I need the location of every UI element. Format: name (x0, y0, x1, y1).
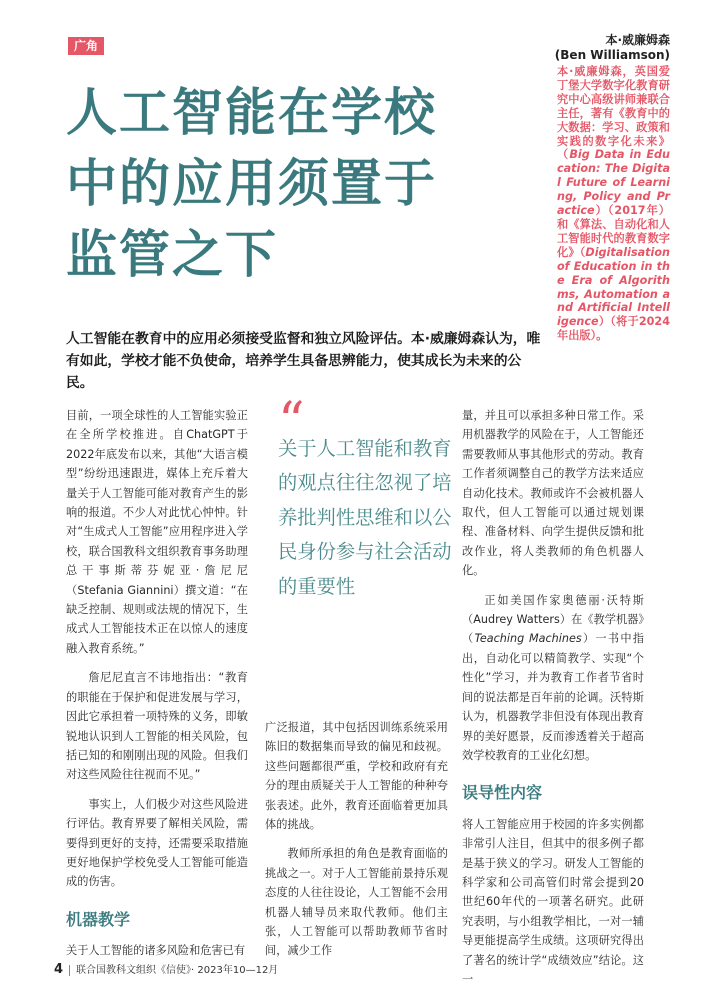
bio-text-3: ）（将于2024年出版）。 (557, 315, 670, 343)
section-heading-machine-teaching: 机器教学 (66, 909, 131, 929)
col2-paragraph-1: 广泛报道，其中包括因训练系统采用陈旧的数据集而导致的偏见和歧视。这些问题都很严重，学校和政府有充分的理由质疑关于人工智能的种种夸张表述。此外，教育还面临着更加具体的挑战。 (265, 721, 448, 832)
col1-paragraph-2: 詹尼尼直言不讳地指出：“教育的职能在于保护和促进发展与学习，因此它承担着一项特殊的义务，即敏锐地认识到人工智能的相关风险，包括已知的和刚刚出现的风险。但我们对这些风险往往视而不见。” (66, 671, 248, 782)
article-title (66, 78, 536, 291)
column-3 (462, 406, 644, 999)
lead-paragraph: 人工智能在教育中的应用必须接受监督和独立风险评估。本·威廉姆森认为，唯有如此，学校才能不负使命，培养学生具备思辨能力，使其成长为未来的公民。 (66, 331, 541, 391)
section-tag: 广角 (68, 37, 104, 55)
col3-p2-text-c: ）一书中指出，自动化可以精简教学、实现“个性化”学习，并为教育工作者节省时间的说法都是百年前的论调。沃特斯认为，机器教学非但没有体现出教育界的美好愿景，反而渗透着关于超高效学校教育的工业化幻想。 (462, 632, 644, 762)
bio-book-title-1: Big Data in Education: The Digital Future of Learning, Policy and Practice (557, 148, 670, 218)
col3-p2-text-a: 正如美国作家奥德丽·沃特斯（Audrey Watters）在《教学机器》（ (462, 593, 644, 646)
col3-book-title: Teaching Machines (474, 632, 582, 646)
page-footer (54, 961, 278, 977)
title-line-1: 人工智能在学校 (66, 84, 438, 143)
col2-paragraph-2: 教师所承担的角色是教育面临的挑战之一。对于人工智能前景持乐观态度的人往往设论，人工智能不会用机器人辅导员来取代教师。他们主张，人工智能可以帮助教师节省时间，减少工作 (265, 847, 448, 958)
footer-text: 联合国教科文组织《信使》· 2023年10—12月 (76, 965, 279, 976)
quote-mark-icon: “ (278, 392, 305, 452)
col1-paragraph-3: 事实上，人们极少对这些风险进行评估。教育界要了解相关风险，需要得到更好的支持，还需要采取措施更好地保护学校免受人工智能可能造成的伤害。 (66, 797, 248, 889)
footer-divider (69, 965, 70, 976)
title-line-3: 监管之下 (66, 226, 279, 285)
col1-paragraph-1: 目前，一项全球性的人工智能实验正在全所学校推进。自ChatGPT于2022年底发布以来，其他“大语言模型”纷纷迅速跟进，媒体上充斥着大量关于人工智能可能对教育产生的影响的报道。不少人对此忧心忡忡。针对“生成式人工智能”应用程序进入学校，联合国教科文组织教育事务助理总干事斯蒂芬妮亚·詹尼尼（Stefania Giannini）撰文道：“在缺乏控制、规则或法规的情况下，生成式人工智能技术正在以惊人的速度融入教育系统。” (66, 409, 248, 655)
col3-paragraph-1: 量，并且可以承担多种日常工作。采用机器教学的风险在于，人工智能还需要教师从事其他形式的劳动。教育工作者须调整自己的教学方法来适应自动化技术。教师或许不会被机器人取代，但人工智能可以通过规划课程、准备材料、向学生提供反馈和批改作业，将人类教师的角色机器人化。 (462, 409, 644, 578)
author-name-cn: 本·威廉姆森 (605, 33, 670, 47)
col1-paragraph-4: 关于人工智能的诸多风险和危害已有 (66, 944, 246, 958)
bio-text-2: ）（2017年）和《算法、自动化和人工智能时代的教育数字化》（ (557, 204, 670, 259)
column-1 (66, 406, 248, 971)
author-bio (557, 65, 670, 343)
title-line-2: 中的应用须置于 (66, 155, 438, 214)
col3-paragraph-3: 将人工智能应用于校园的许多实例都非常引人注目，但其中的很多例子都是基于狭义的学习。研发人工智能的科学家和公司高管们时常会提到20世纪60年代的一项著名研究。此研究表明，与小组教学相比，一对一辅导更能提高学生成绩。这项研究得出了著名的统计学“成绩效应”结论。这一 (462, 817, 644, 986)
bio-book-title-2: Digitalisation of Education in the Era of Algorithms, Automation and Artificial Intelligence (557, 245, 670, 329)
page-number: 4 (54, 962, 64, 977)
author-byline (555, 33, 670, 63)
section-heading-misleading-content: 误导性内容 (462, 783, 543, 803)
column-2 (265, 718, 448, 971)
bio-text-1: 本·威廉姆森，英国爱丁堡大学数字化教育研究中心高级讲师兼联合主任，著有《教育中的大数据：学习、政策和实践的数字化未来》（ (557, 65, 670, 162)
pull-quote (278, 392, 458, 604)
pull-quote-text: 关于人工智能和教育的观点往往忽视了培养批判性思维和以公民身份参与社会活动的重要性 (278, 437, 452, 598)
author-name-en: (Ben Williamson) (554, 48, 670, 62)
col3-paragraph-2 (462, 591, 644, 766)
